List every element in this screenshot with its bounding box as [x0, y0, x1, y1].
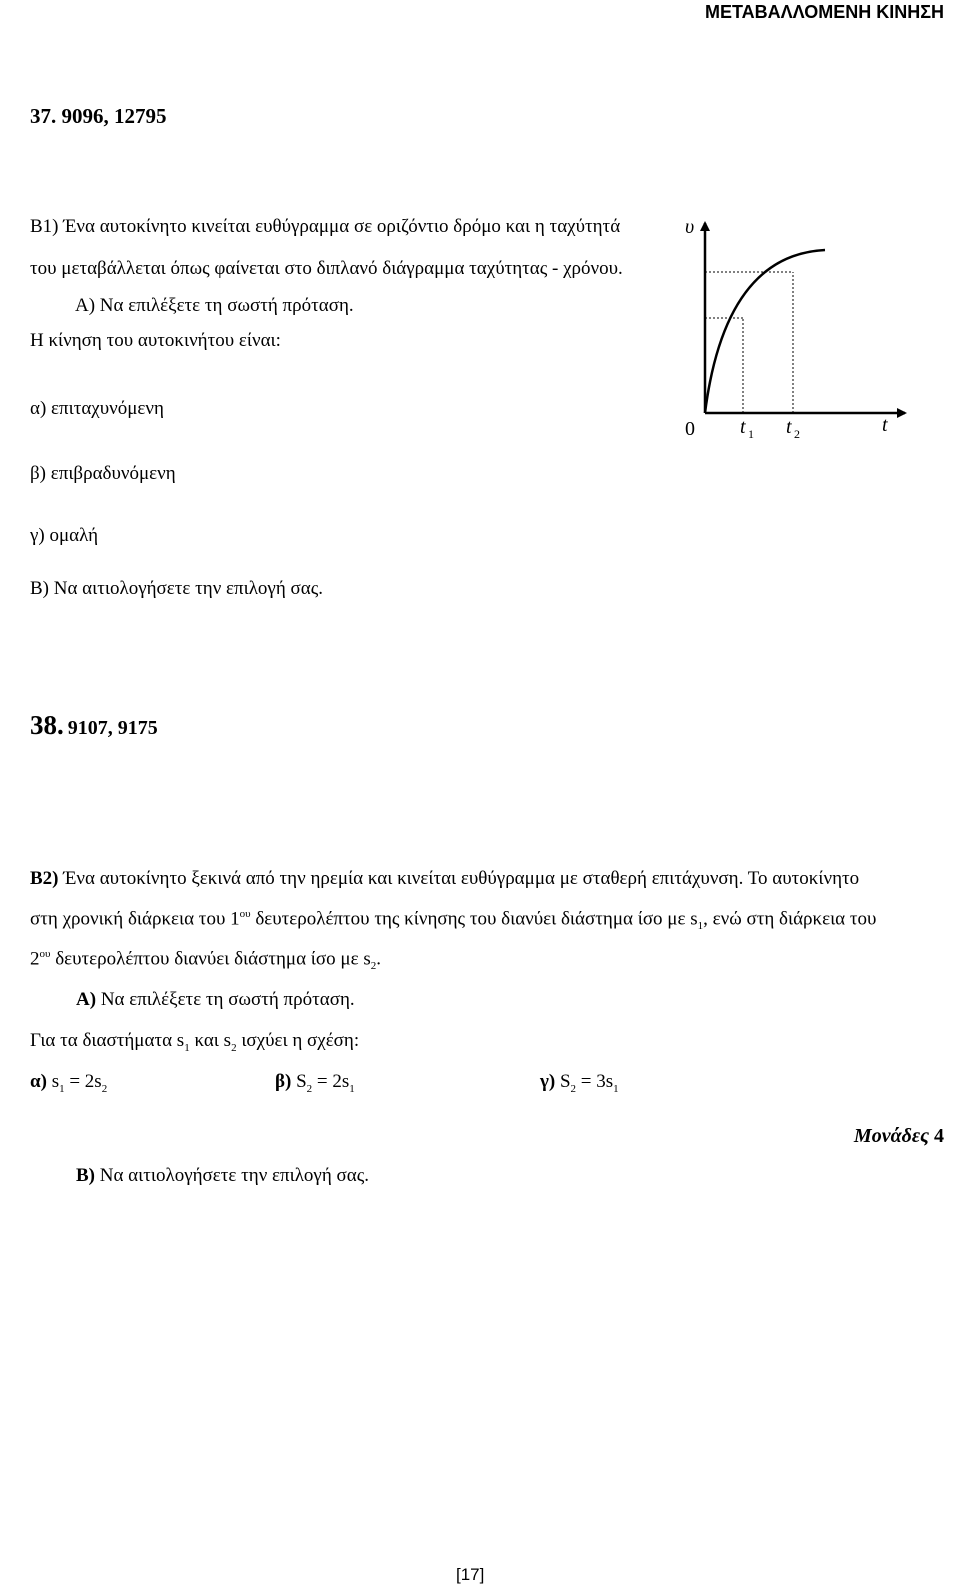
- q38-stem: [30, 1030, 359, 1054]
- q38-option-b-1: S: [296, 1071, 307, 1092]
- q38-option-c-1: S: [559, 1071, 571, 1092]
- q37-part-b: Β) Να αιτιολογήσετε την επιλογή σας.: [30, 578, 323, 599]
- question-38-heading: [30, 710, 158, 741]
- q38-stem-c: ισχύει η σχέση:: [241, 1030, 360, 1051]
- q38-marks-value: 4: [934, 1125, 944, 1147]
- q38-option-a: [30, 1071, 107, 1095]
- t2-label: t: [786, 416, 792, 438]
- q38-line-2-a: στη χρονική διάρκεια του 1: [30, 908, 240, 930]
- q38-paragraph-line-3: [30, 948, 381, 972]
- q38-option-b-label: β): [275, 1071, 292, 1092]
- q37-line-1: Β1) Ένα αυτοκίνητο κινείται ευθύγραμμα σε οριζόντιο δρόμο και η ταχύτητά: [30, 216, 621, 237]
- q38-stem-a: Για τα διαστήματα s: [30, 1030, 185, 1051]
- q38-option-c-sub2: 1: [613, 1082, 619, 1095]
- q38-option-c-sub1: 2: [570, 1082, 577, 1095]
- velocity-curve: [705, 250, 825, 413]
- t1-subscript: 1: [748, 427, 754, 441]
- q37-line-2: του μεταβάλλεται όπως φαίνεται στο διπλανό διάγραμμα ταχύτητας - χρόνου.: [30, 258, 623, 279]
- q38-part-b: [76, 1165, 369, 1187]
- origin-label: 0: [685, 418, 695, 440]
- q38-marks-label: Μονάδες: [853, 1125, 929, 1147]
- q38-stem-sub1: 1: [184, 1041, 190, 1054]
- q38-line-2-sub: 1: [697, 920, 704, 933]
- q38-option-c-label: γ): [540, 1071, 556, 1092]
- q38-line-3-c: .: [376, 948, 381, 970]
- q38-heading-codes: 9107, 9175: [67, 717, 158, 739]
- q38-part-a-label: Α): [76, 989, 97, 1010]
- x-axis-label: t: [882, 414, 888, 436]
- question-37-heading: 37. 9096, 12795: [30, 104, 167, 128]
- q38-option-a-2: = 2s: [69, 1071, 102, 1092]
- q38-line-3-a: 2: [30, 948, 40, 970]
- q38-line-2-sup: ου: [239, 908, 251, 920]
- q38-paragraph-line-1: [30, 868, 859, 890]
- q38-option-b: [275, 1071, 355, 1095]
- q37-stem: Η κίνηση του αυτοκινήτου είναι:: [30, 330, 281, 351]
- q38-stem-sub2: 2: [231, 1041, 237, 1054]
- q38-option-a-label: α): [30, 1071, 47, 1092]
- q38-option-b-2: = 2s: [316, 1071, 350, 1092]
- q38-option-a-sub2: 2: [101, 1082, 108, 1095]
- q38-part-a-text: Να επιλέξετε τη σωστή πρόταση.: [100, 989, 355, 1010]
- y-axis-label: υ: [685, 216, 695, 238]
- q38-option-c: [540, 1071, 619, 1095]
- t2-subscript: 2: [794, 427, 800, 441]
- q38-line-2-c: , ενώ στη διάρκεια του: [703, 908, 877, 930]
- q37-option-a: α) επιταχυνόμενη: [30, 398, 164, 419]
- velocity-time-graph: [675, 215, 915, 445]
- q38-option-a-1: s: [51, 1071, 60, 1092]
- q38-line-3-b: δευτερολέπτου διανύει διάστημα ίσο με s: [55, 948, 371, 970]
- q38-part-label: Β2): [30, 868, 59, 889]
- q37-part-a: Α) Να επιλέξετε τη σωστή πρόταση.: [75, 295, 354, 316]
- q38-heading-number: 38.: [30, 710, 64, 740]
- q38-line-3-sup: ου: [39, 948, 51, 960]
- q37-option-b: β) επιβραδυνόμενη: [30, 463, 176, 484]
- page-header-title: ΜΕΤΑΒΑΛΛΟΜΕΝΗ ΚΙΝΗΣΗ: [705, 2, 944, 22]
- q38-line-2-b: δευτερολέπτου της κίνησης του διανύει διάστημα ίσο με s: [255, 908, 698, 930]
- q38-option-c-2: = 3s: [580, 1071, 614, 1092]
- q38-marks: [854, 1125, 944, 1148]
- page-number: [17]: [456, 1565, 485, 1584]
- q38-line-3-sub: 2: [370, 960, 377, 973]
- q38-stem-b: και s: [194, 1030, 232, 1051]
- q38-part-b-label: Β): [76, 1165, 95, 1186]
- q37-option-c: γ) ομαλή: [30, 525, 99, 546]
- q38-part-b-text: Να αιτιολογήσετε την επιλογή σας.: [99, 1165, 369, 1186]
- q38-part-a: [76, 989, 355, 1011]
- q38-option-b-sub1: 2: [306, 1082, 313, 1095]
- t1-label: t: [740, 416, 746, 438]
- q38-paragraph-line-2: [30, 908, 876, 932]
- q38-option-a-sub1: 1: [59, 1082, 65, 1095]
- q38-option-b-sub2: 1: [349, 1082, 355, 1095]
- q38-line-1-text: Ένα αυτοκίνητο ξεκινά από την ηρεμία και κινείται ευθύγραμμα με σταθερή επιτάχυνση. Το αυτοκίνητο: [63, 868, 860, 889]
